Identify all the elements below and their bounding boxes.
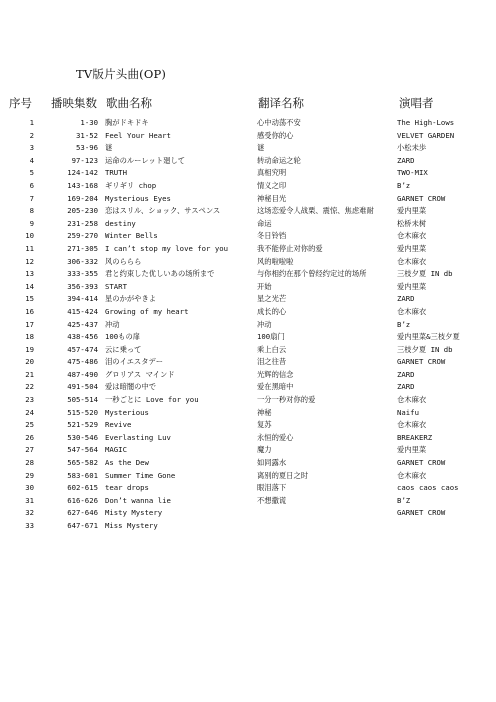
row-number: 27 [25, 445, 34, 455]
row-episodes: 602-615 [67, 483, 98, 493]
table-row [0, 507, 496, 520]
row-translation: 风的啦啦啦 [257, 256, 294, 266]
row-song: I can’t stop my love for you [105, 243, 229, 253]
row-artist: B’Z [397, 495, 411, 505]
row-episodes: 333-355 [67, 269, 98, 279]
table-row [0, 419, 496, 432]
row-episodes: 231-258 [67, 218, 98, 228]
row-episodes: 425-437 [67, 319, 98, 329]
table-row [0, 306, 496, 319]
row-song: Winter Bells [105, 231, 158, 241]
row-artist: 三枝夕夏 IN db [397, 269, 453, 279]
table-row [0, 470, 496, 483]
row-song: Mysterious [105, 407, 149, 417]
table-row [0, 130, 496, 143]
row-artist: B’z [397, 319, 411, 329]
row-episodes: 457-474 [67, 344, 98, 354]
table-row [0, 369, 496, 382]
table-row [0, 444, 496, 457]
row-artist: 爱内里菜 [397, 281, 427, 291]
row-number: 5 [29, 168, 34, 178]
row-artist: 仓木麻衣 [397, 256, 427, 266]
row-translation: 永恒的爱心 [257, 432, 294, 442]
row-episodes: 124-142 [67, 168, 98, 178]
row-number: 24 [25, 407, 34, 417]
row-episodes: 97-123 [71, 155, 98, 165]
row-artist: 爱内里菜 [397, 243, 427, 253]
row-song: Revive [105, 420, 132, 430]
row-artist: GARNET CROW [397, 193, 446, 203]
row-episodes: 169-204 [67, 193, 98, 203]
row-number: 12 [25, 256, 34, 266]
row-artist: GARNET CROW [397, 508, 446, 518]
row-song: Growing of my heart [105, 306, 189, 316]
row-artist: ZARD [397, 382, 415, 392]
table-row [0, 268, 496, 281]
row-number: 2 [29, 130, 34, 140]
table-row [0, 381, 496, 394]
row-translation: 冲动 [257, 319, 272, 329]
row-song: 胸がドキドキ [105, 118, 149, 127]
row-song: 恋はスリル、ショック、サスペンス [105, 206, 221, 216]
table-row [0, 331, 496, 344]
row-artist: The High-Lows [397, 118, 455, 127]
row-translation: 光辉的信念 [257, 369, 294, 379]
row-song: 云に乗って [105, 344, 142, 354]
row-number: 29 [25, 470, 34, 480]
row-song: Don’t wanna lie [105, 495, 171, 505]
row-translation: 离别的夏日之时 [257, 470, 309, 480]
row-number: 19 [25, 344, 34, 354]
row-translation: 一分一秒对你的爱 [257, 395, 316, 405]
row-episodes: 547-564 [67, 445, 98, 455]
table-row [0, 193, 496, 206]
row-number: 9 [29, 218, 34, 228]
table-row [0, 293, 496, 306]
row-translation: 神秘 [257, 407, 272, 417]
row-translation: 复苏 [257, 420, 272, 430]
row-translation: 转动命运之轮 [257, 155, 301, 165]
row-translation: 心中动荡不安 [257, 118, 301, 127]
row-episodes: 627-646 [67, 508, 98, 518]
row-artist: 松桥未树 [397, 218, 427, 228]
table-row [0, 167, 496, 180]
row-episodes: 583-601 [67, 470, 98, 480]
row-artist: 仓木麻衣 [397, 306, 427, 316]
table-row [0, 230, 496, 243]
row-episodes: 515-520 [67, 407, 98, 417]
row-number: 15 [25, 294, 34, 304]
header-artist: 演唱者 [399, 96, 434, 110]
row-artist: caos caos caos [397, 483, 459, 493]
row-number: 3 [29, 143, 34, 153]
row-song: 君と约束した优しいあの场所まで [105, 269, 215, 279]
row-translation: 冬日铃铛 [257, 231, 287, 241]
row-artist: 爱内里菜&三枝夕夏 [397, 332, 460, 342]
row-artist: Naifu [397, 407, 419, 417]
row-episodes: 1-30 [80, 118, 98, 127]
row-song: 谜 [105, 143, 113, 153]
row-song: グロリアス マインド [105, 369, 175, 379]
row-number: 14 [25, 281, 34, 291]
row-episodes: 143-168 [67, 180, 98, 190]
row-song: TRUTH [105, 168, 127, 178]
table-row [0, 482, 496, 495]
row-artist: VELVET GARDEN [397, 130, 455, 140]
row-number: 33 [25, 521, 34, 530]
row-song: 爱は暗闇の中で [105, 382, 157, 392]
row-artist: ZARD [397, 155, 415, 165]
table-row [0, 407, 496, 420]
row-episodes: 647-671 [67, 521, 98, 530]
table-row [0, 394, 496, 407]
page-title: TV版片头曲(OP) [76, 67, 167, 81]
row-number: 6 [29, 180, 34, 190]
row-translation: 与你相约在那个曾经约定过的场所 [257, 269, 367, 279]
row-translation: 不想撒谎 [257, 495, 287, 505]
row-song: ギリギリ chop [105, 180, 157, 190]
row-artist: B’z [397, 180, 411, 190]
row-number: 23 [25, 395, 34, 405]
row-translation: 如同露水 [257, 458, 287, 468]
row-song: 风のららら [105, 256, 142, 266]
row-translation: 开始 [257, 281, 272, 291]
row-artist: 爱内里菜 [397, 445, 427, 455]
row-artist: 爱内里菜 [397, 206, 427, 216]
row-song: 冲动 [105, 319, 120, 329]
table-row [0, 205, 496, 218]
table-row [0, 180, 496, 193]
row-song: 运命のルーレット廻して [105, 155, 186, 165]
table-row [0, 432, 496, 445]
row-translation: 爱在黑暗中 [257, 382, 294, 392]
row-episodes: 259-270 [67, 231, 98, 241]
row-translation: 谜 [257, 143, 265, 153]
row-song: Mysterious Eyes [105, 193, 171, 203]
row-song: 100もの扉 [105, 332, 141, 342]
row-translation: 星之光芒 [257, 294, 287, 304]
table-row [0, 520, 496, 533]
row-episodes: 306-332 [67, 256, 98, 266]
row-number: 1 [29, 118, 34, 127]
row-number: 10 [25, 231, 34, 241]
table-row [0, 218, 496, 231]
row-episodes: 271-305 [67, 243, 98, 253]
row-artist: 仓木麻衣 [397, 470, 427, 480]
row-episodes: 356-393 [67, 281, 98, 291]
table-row [0, 356, 496, 369]
table-row [0, 155, 496, 168]
row-number: 28 [25, 458, 34, 468]
row-artist: 小松未歩 [397, 143, 427, 153]
row-song: Summer Time Gone [105, 470, 176, 480]
row-artist: GARNET CROW [397, 357, 446, 367]
table-row [0, 344, 496, 357]
row-number: 13 [25, 269, 34, 279]
row-number: 22 [25, 382, 34, 392]
table-row [0, 281, 496, 294]
row-number: 32 [25, 508, 34, 518]
row-song: tear drops [105, 483, 149, 493]
row-song: 泪のイエスタデー [105, 357, 164, 367]
row-translation: 情义之印 [257, 180, 287, 190]
row-song: 一秒ごとに Love for you [105, 395, 199, 405]
row-song: destiny [105, 218, 136, 228]
table-row [0, 243, 496, 256]
row-number: 17 [25, 319, 34, 329]
row-episodes: 31-52 [76, 130, 98, 140]
row-number: 25 [25, 420, 34, 430]
row-number: 26 [25, 432, 34, 442]
row-episodes: 53-96 [76, 143, 98, 153]
row-episodes: 487-490 [67, 369, 98, 379]
table-row [0, 142, 496, 155]
table-row [0, 495, 496, 508]
row-translation: 100扇门 [257, 332, 285, 342]
row-song: START [105, 281, 127, 291]
header-translation: 翻译名称 [258, 96, 304, 110]
row-translation: 真相究明 [257, 168, 287, 178]
row-number: 16 [25, 306, 34, 316]
row-translation: 命运 [257, 218, 272, 228]
table-row [0, 319, 496, 332]
row-song: 星のかがやきよ [105, 294, 157, 304]
header-no: 序号 [9, 96, 32, 110]
row-number: 8 [29, 206, 34, 216]
row-artist: 仓木麻衣 [397, 395, 427, 405]
row-translation: 眼泪落下 [257, 483, 287, 493]
row-number: 7 [29, 193, 34, 203]
row-number: 11 [25, 243, 34, 253]
row-translation: 泪之往昔 [257, 357, 287, 367]
row-episodes: 438-456 [67, 332, 98, 342]
row-number: 4 [29, 155, 34, 165]
row-artist: GARNET CROW [397, 458, 446, 468]
row-episodes: 415-424 [67, 306, 98, 316]
row-episodes: 505-514 [67, 395, 98, 405]
row-artist: BREAKERZ [397, 432, 433, 442]
header-song: 歌曲名称 [106, 96, 152, 110]
row-number: 18 [25, 332, 34, 342]
song-table [0, 117, 496, 533]
row-episodes: 565-582 [67, 458, 98, 468]
row-translation: 成长的心 [257, 306, 287, 316]
row-song: Misty Mystery [105, 508, 163, 518]
row-song: Everlasting Luv [105, 432, 171, 442]
row-artist: 仓木麻衣 [397, 231, 427, 241]
table-row [0, 117, 496, 130]
row-number: 21 [25, 369, 34, 379]
row-song: Miss Mystery [105, 521, 158, 530]
table-row [0, 457, 496, 470]
row-episodes: 530-546 [67, 432, 98, 442]
row-episodes: 521-529 [67, 420, 98, 430]
row-artist: ZARD [397, 294, 415, 304]
row-artist: 仓木麻衣 [397, 420, 427, 430]
row-episodes: 616-626 [67, 495, 98, 505]
row-episodes: 394-414 [67, 294, 98, 304]
row-episodes: 475-486 [67, 357, 98, 367]
row-translation: 神秘目光 [257, 193, 287, 203]
row-translation: 我不能停止对你的爱 [257, 243, 323, 253]
header-episodes: 播映集数 [51, 96, 97, 110]
row-number: 31 [25, 495, 34, 505]
row-translation: 乘上白云 [257, 344, 287, 354]
row-artist: 三枝夕夏 IN db [397, 344, 453, 354]
row-episodes: 205-230 [67, 206, 98, 216]
row-song: Feel Your Heart [105, 130, 171, 140]
row-number: 20 [25, 357, 34, 367]
row-translation: 魔力 [257, 445, 272, 455]
row-translation: 感受你的心 [257, 130, 294, 140]
row-translation: 这场恋爱令人战栗、震惊、焦虑难耐 [257, 206, 374, 216]
row-song: As the Dew [105, 458, 149, 468]
row-artist: ZARD [397, 369, 415, 379]
row-number: 30 [25, 483, 34, 493]
row-artist: TWO-MIX [397, 168, 428, 178]
table-header [0, 95, 496, 111]
row-song: MAGIC [105, 445, 127, 455]
table-row [0, 256, 496, 269]
row-episodes: 491-504 [67, 382, 98, 392]
